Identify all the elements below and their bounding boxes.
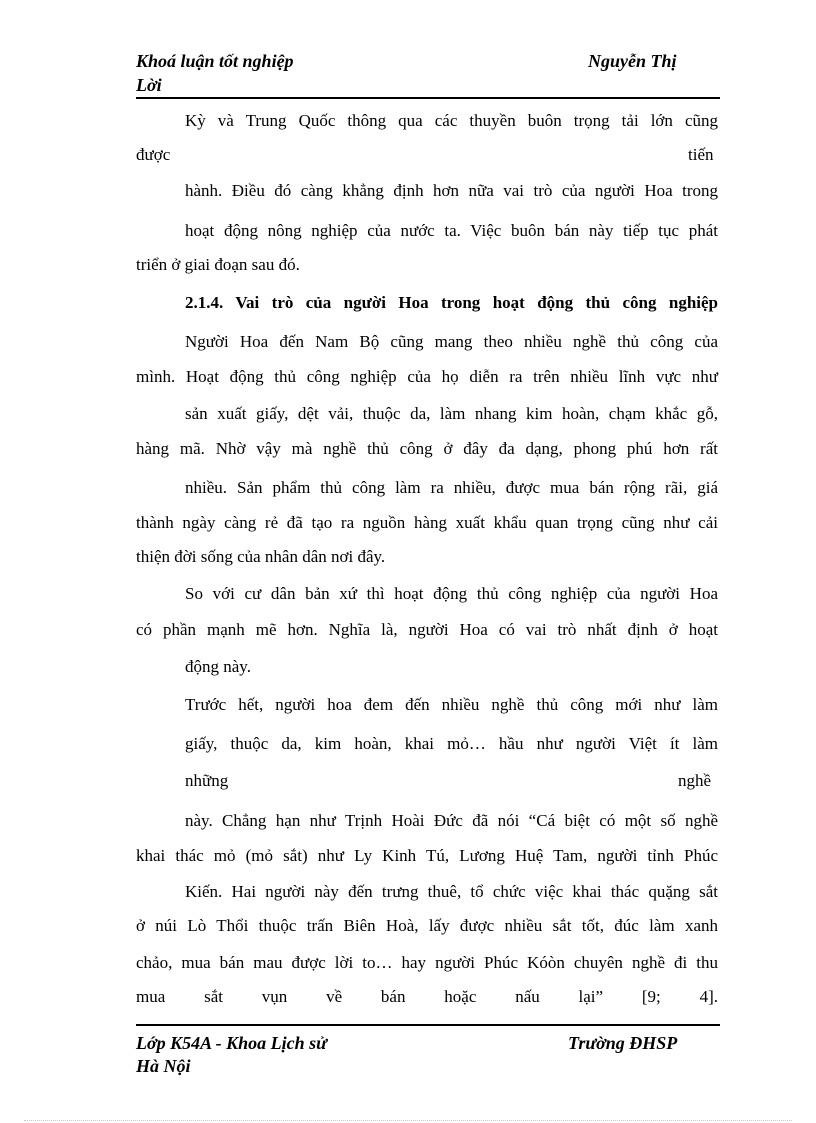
footer-left-class: Lớp K54A - Khoa Lịch sử bbox=[136, 1033, 327, 1053]
body-line: thiện đời sống của nhân dân nơi đây. bbox=[136, 547, 386, 566]
footer-rule bbox=[136, 1024, 720, 1026]
body-line: ở núi Lò Thổi thuộc trấn Biên Hoà, lấy được nhiều sắt tốt, đúc làm xanh bbox=[136, 916, 718, 935]
body-line: hoạt động nông nghiệp của nước ta. Việc buôn bán này tiếp tục phát bbox=[185, 221, 718, 240]
body-line: tiến bbox=[688, 145, 714, 164]
body-line: những bbox=[185, 771, 229, 790]
body-line: triển ở giai đoạn sau đó. bbox=[136, 255, 300, 274]
header-right-author: Nguyễn Thị bbox=[588, 51, 677, 71]
body-line: giấy, thuộc da, kim hoàn, khai mỏ… hầu như người Việt ít làm bbox=[185, 734, 718, 753]
footer-left-city: Hà Nội bbox=[136, 1056, 191, 1076]
body-line: nhiều. Sản phẩm thủ công làm ra nhiều, được mua bán rộng rãi, giá bbox=[185, 478, 718, 497]
page-bottom-divider bbox=[24, 1120, 792, 1121]
body-line: được bbox=[136, 145, 171, 164]
body-line: chảo, mua bán mau được lời to… hay người Phúc Kóòn chuyên nghề đi thu bbox=[136, 953, 718, 972]
body-line: khai thác mỏ (mỏ sắt) như Ly Kinh Tú, Lương Huệ Tam, người tỉnh Phúc bbox=[136, 846, 718, 865]
body-line: So với cư dân bản xứ thì hoạt động thủ công nghiệp của người Hoa bbox=[185, 584, 718, 603]
body-line: thành ngày càng rẻ đã tạo ra nguồn hàng xuất khẩu quan trọng cũng như cải bbox=[136, 513, 718, 532]
body-line: mình. Hoạt động thủ công nghiệp của họ diễn ra trên nhiều lĩnh vực như bbox=[136, 367, 718, 386]
body-line: hàng mã. Nhờ vậy mà nghề thủ công ở đây đa dạng, phong phú hơn rất bbox=[136, 439, 718, 458]
section-heading: 2.1.4. Vai trò của người Hoa trong hoạt động thủ công nghiệp bbox=[185, 293, 718, 312]
body-line: hành. Điều đó càng khẳng định hơn nữa vai trò của người Hoa trong bbox=[185, 181, 718, 200]
body-line: này. Chẳng hạn như Trịnh Hoài Đức đã nói “Cá biệt có một số nghề bbox=[185, 811, 718, 830]
header-left-title: Khoá luận tốt nghiệp bbox=[136, 51, 294, 71]
body-line: động này. bbox=[185, 657, 251, 676]
body-line: Kỳ và Trung Quốc thông qua các thuyền buôn trọng tải lớn cũng bbox=[185, 111, 718, 130]
body-line: nghề bbox=[678, 771, 712, 790]
body-line: Kiến. Hai người này đến trưng thuê, tổ chức việc khai thác quặng sắt bbox=[185, 882, 718, 901]
header-left-title-continued: Lời bbox=[136, 75, 162, 95]
body-line: Trước hết, người hoa đem đến nhiều nghề thủ công mới như làm bbox=[185, 695, 718, 714]
body-line: có phần mạnh mẽ hơn. Nghĩa là, người Hoa có vai trò nhất định ở hoạt bbox=[136, 620, 718, 639]
body-line: mua sắt vụn về bán hoặc nấu lại” [9; 4]. bbox=[136, 987, 718, 1006]
body-line: sản xuất giấy, dệt vải, thuộc da, làm nhang kim hoàn, chạm khắc gỗ, bbox=[185, 404, 718, 423]
footer-right-school: Trường ĐHSP bbox=[568, 1033, 678, 1053]
body-line: Người Hoa đến Nam Bộ cũng mang theo nhiều nghề thủ công của bbox=[185, 332, 718, 351]
header-rule bbox=[136, 97, 720, 99]
